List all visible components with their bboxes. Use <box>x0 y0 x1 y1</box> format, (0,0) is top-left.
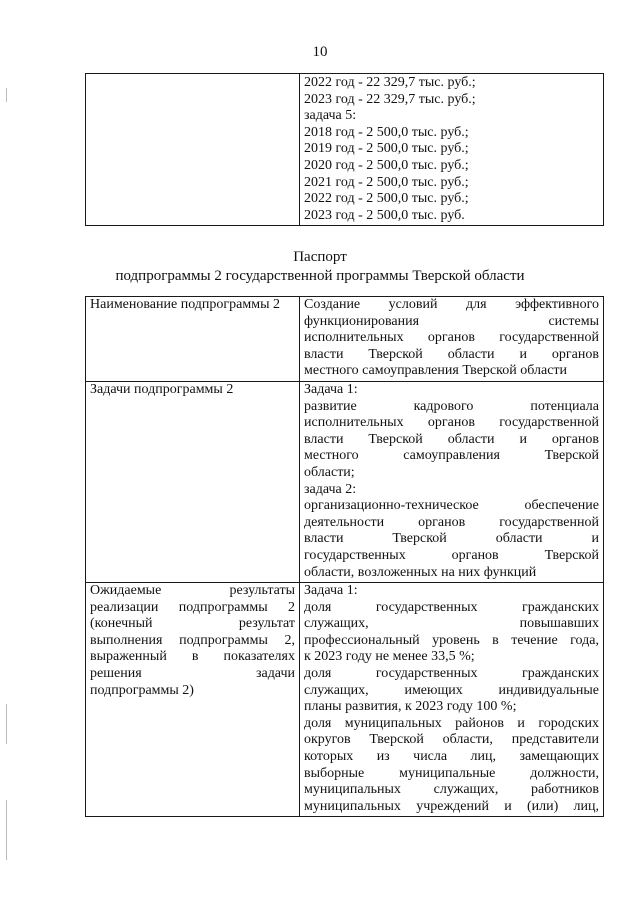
row-label-line: (конечный результат <box>90 616 295 632</box>
value-line: к 2023 году не менее 33,5 %; <box>304 649 475 665</box>
funding-line: 2020 год - 2 500,0 тыс. руб.; <box>304 157 469 173</box>
value-line: планы развития, к 2023 году 100 %; <box>304 699 517 715</box>
row-value-cell <box>300 297 604 382</box>
continuation-table <box>85 73 604 226</box>
table-row <box>86 297 604 382</box>
row-label-line: выполнения подпрограммы 2, <box>90 632 295 648</box>
funding-line: 2022 год - 2 500,0 тыс. руб.; <box>304 191 469 207</box>
value-line: области; <box>304 464 355 480</box>
value-line: власти Тверской области и органов <box>304 346 599 362</box>
row-value-cell <box>300 583 604 817</box>
row-label-cell <box>86 583 300 817</box>
passport-title: Паспорт <box>293 249 347 265</box>
row-label-line: решения задачи <box>90 666 295 682</box>
value-line: доля муниципальных районов и городских <box>304 715 599 731</box>
value-line: области, возложенных на них функций <box>304 564 537 580</box>
row-label-cell <box>86 297 300 382</box>
passport-subtitle: подпрограммы 2 государственной программы Тверской области <box>115 268 525 284</box>
value-line: местного самоуправления Тверской области <box>304 363 568 379</box>
row-label-line: реализации подпрограммы 2 <box>90 599 295 615</box>
value-line: Задача 1: <box>304 583 358 599</box>
row-label: Задачи подпрограммы 2 <box>90 381 234 397</box>
value-line: местного самоуправления Тверской <box>304 448 599 464</box>
empty-label-cell <box>86 74 300 226</box>
table-row <box>86 583 604 817</box>
scan-margin-mark <box>6 88 7 102</box>
table-row <box>86 74 604 226</box>
task-heading: задача 5: <box>304 108 357 124</box>
value-line: которых из числа лиц, замещающих <box>304 749 599 765</box>
scan-margin-mark <box>6 800 7 860</box>
value-line: власти Тверской области и органов <box>304 431 599 447</box>
value-line: муниципальных учреждений и (или) лиц, <box>304 798 599 814</box>
funding-line: 2023 год - 22 329,7 тыс. руб.; <box>304 91 476 107</box>
row-label-cell <box>86 381 300 582</box>
row-label-line: подпрограммы 2) <box>90 682 194 698</box>
value-line: власти Тверской области и <box>304 531 599 547</box>
value-line: деятельности органов государственной <box>304 514 599 530</box>
page-number: 10 <box>312 44 328 60</box>
value-line: служащих, имеющих индивидуальные <box>304 682 599 698</box>
row-label-line: выраженный в показателях <box>90 649 295 665</box>
scan-margin-mark <box>6 704 7 744</box>
value-line: Задача 1: <box>304 381 358 397</box>
value-line: исполнительных органов государственной <box>304 415 599 431</box>
table-row <box>86 381 604 582</box>
funding-line: 2018 год - 2 500,0 тыс. руб.; <box>304 124 469 140</box>
value-line: округов Тверской области, представители <box>304 732 599 748</box>
value-line: доля государственных гражданских <box>304 599 599 615</box>
value-line: служащих, повышавших <box>304 616 599 632</box>
value-line: функционирования системы <box>304 313 599 329</box>
value-line: муниципальных служащих, работников <box>304 782 599 798</box>
funding-cell <box>300 74 604 226</box>
value-line: доля государственных гражданских <box>304 666 599 682</box>
row-value-cell <box>300 381 604 582</box>
value-line: задача 2: <box>304 481 357 497</box>
funding-line: 2023 год - 2 500,0 тыс. руб. <box>304 207 465 223</box>
passport-heading <box>0 248 640 286</box>
row-label: Наименование подпрограммы 2 <box>90 297 281 312</box>
value-line: организационно-техническое обеспечение <box>304 498 599 514</box>
value-line: исполнительных органов государственной <box>304 330 599 346</box>
funding-line: 2021 год - 2 500,0 тыс. руб.; <box>304 174 469 190</box>
value-line: Создание условий для эффективного <box>304 297 599 312</box>
funding-line: 2022 год - 22 329,7 тыс. руб.; <box>304 75 476 90</box>
value-line: выборные муниципальные должности, <box>304 765 599 781</box>
row-label-line: Ожидаемые результаты <box>90 583 295 599</box>
passport-table <box>85 296 604 817</box>
value-line: профессиональный уровень в течение года, <box>304 632 599 648</box>
value-line: развитие кадрового потенциала <box>304 398 599 414</box>
funding-line: 2019 год - 2 500,0 тыс. руб.; <box>304 141 469 157</box>
value-line: государственных органов Тверской <box>304 547 599 563</box>
